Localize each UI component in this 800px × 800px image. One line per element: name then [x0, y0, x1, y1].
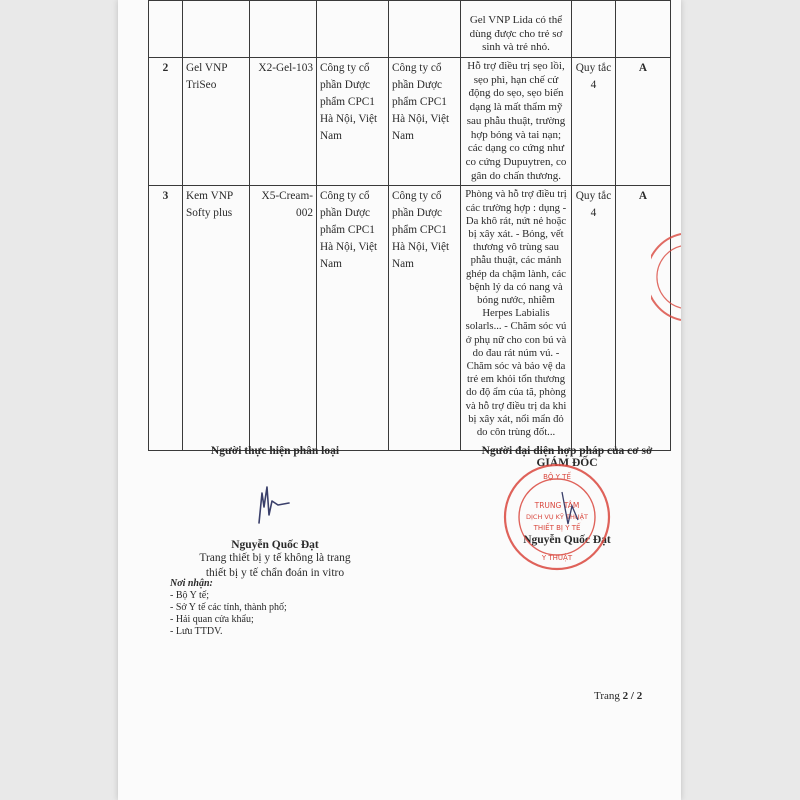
stamp-line-1: TRUNG TÂM	[534, 501, 580, 510]
page-label: Trang	[594, 690, 620, 702]
purpose-continuation: Gel VNP Lida có thể dùng được cho trẻ sơ sinh và trẻ nhỏ.	[469, 13, 563, 54]
stamp-line-2: DỊCH VỤ KỸ THUẬT	[525, 513, 589, 521]
manufacturer: Công ty cổ phần Dược phẩm CPC1 Hà Nội, Việt Nam	[317, 186, 389, 451]
intended-use: Hỗ trợ điều trị sẹo lồi, sẹo phì, hạn chế cử động do sẹo, sẹo biến dạng là mất thẩm mỹ sau phẫu thuật, trường hợp bỏng và tai nạn; các dạng co cứng như co cứng Dupuytren, co gân do chấn thương.	[461, 58, 572, 186]
stamp-ring-bottom: Y THUẬT	[541, 554, 573, 562]
device-code: X2-Gel-103	[250, 58, 317, 186]
recipient-item: - Sở Y tế các tỉnh, thành phố;	[170, 602, 287, 613]
representative-position: GIÁM ĐỐC	[536, 457, 598, 469]
device-name: Kem VNP Softy plus	[183, 186, 250, 451]
representative-title: Người đại diện hợp pháp của cơ sở	[481, 445, 653, 457]
row-number: 3	[149, 186, 183, 451]
classification-rule: Quy tắc 4	[572, 186, 616, 451]
stamp-ring-top: BỘ Y TẾ	[543, 473, 571, 481]
device-code: X5-Cream-002	[250, 186, 317, 451]
classifier-title: Người thực hiện phân loại	[210, 445, 340, 457]
stamp-line-3: THIẾT BỊ Y TẾ	[533, 524, 581, 532]
table-row	[149, 58, 671, 186]
table-row	[149, 1, 671, 58]
owner: Công ty cổ phần Dược phẩm CPC1 Hà Nội, Việt Nam	[389, 186, 461, 451]
manufacturer: Công ty cổ phần Dược phẩm CPC1 Hà Nội, Việt Nam	[317, 58, 389, 186]
row-number: 2	[149, 58, 183, 186]
risk-class: A	[616, 58, 671, 186]
handwritten-signature	[245, 479, 305, 529]
classifier-signature-block	[150, 445, 400, 581]
page-number	[594, 690, 642, 702]
recipients-list	[170, 578, 287, 638]
page-value: 2 / 2	[622, 690, 643, 702]
recipients-heading: Nơi nhận:	[170, 578, 213, 589]
classification-note: Trang thiết bị y tế không là trang thiết bị y tế chẩn đoán in vitro	[199, 552, 351, 579]
recipient-item: - Bộ Y tế;	[170, 590, 209, 601]
recipient-item: - Hải quan cửa khẩu;	[170, 614, 254, 625]
classifier-name: Nguyễn Quốc Đạt	[231, 539, 319, 551]
intended-use: Phòng và hỗ trợ điều trị các trường hợp : dụng - Da khô rát, nứt nẻ hoặc bị xây xát. - Bỏng, vết thương vô trùng sau phẫu thuật, các mảnh ghép da chậm lành, các bệnh lý da có nang và bóng nước, nhiễm Herpes Labialis solarls... - Chăm sóc vú ở phụ nữ cho con bú và do đau rát núm vú. - Chăm sóc và bảo vệ da trẻ em khỏi tổn thương do độ ẩm của tã, phòng và hỗ trợ điều trị da khi bị xây xát, nổi mẩn đỏ do côn trùng đốt...	[461, 186, 572, 451]
partial-stamp	[651, 232, 681, 322]
risk-class: A	[616, 186, 671, 451]
classification-rule: Quy tắc 4	[572, 58, 616, 186]
owner: Công ty cổ phần Dược phẩm CPC1 Hà Nội, Việt Nam	[389, 58, 461, 186]
classification-table	[148, 0, 671, 451]
table-row	[149, 186, 671, 451]
representative-name: Nguyễn Quốc Đạt	[523, 534, 611, 546]
device-name: Gel VNP TriSeo	[183, 58, 250, 186]
recipient-item: - Lưu TTDV.	[170, 626, 223, 637]
organization-stamp	[502, 462, 612, 572]
